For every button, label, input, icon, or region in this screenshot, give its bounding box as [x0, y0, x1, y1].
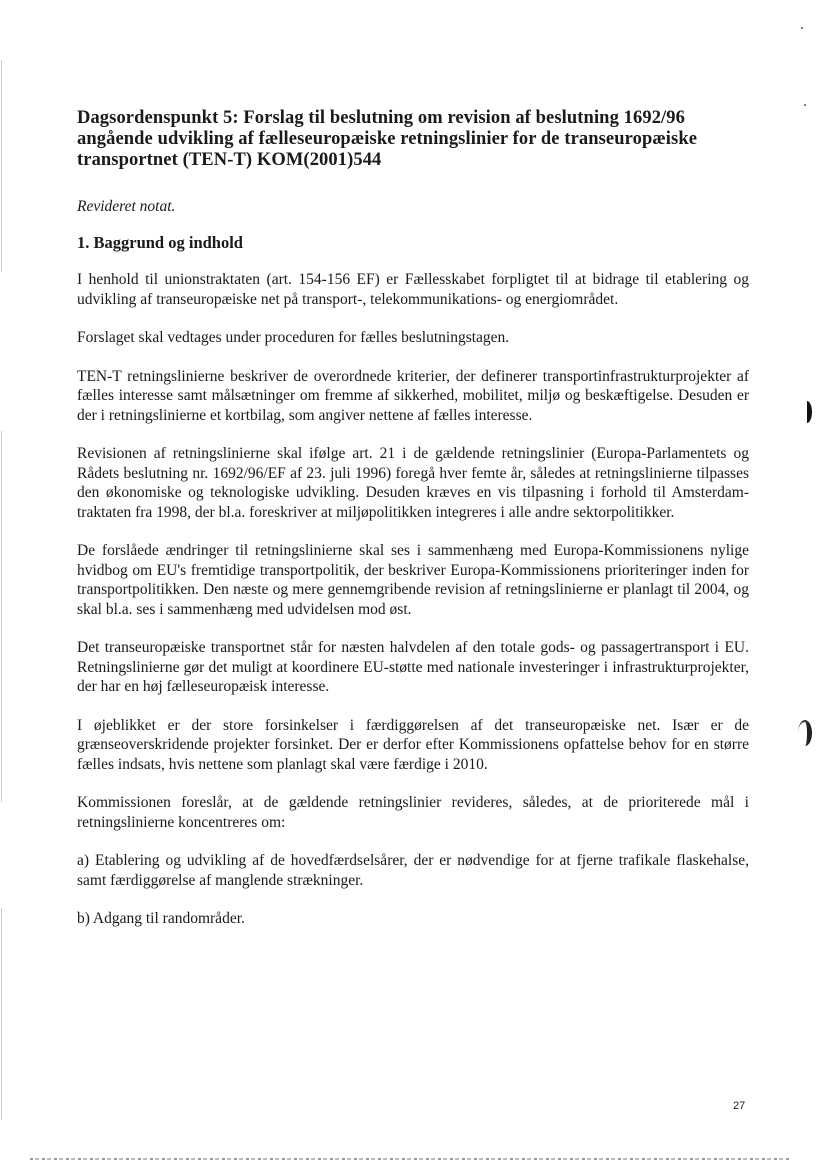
paragraph-revision: Revisionen af retningslinierne skal ifølge art. 21 i de gældende retningslinier (Europa-Parlamentets og Rådets beslutning nr. 1692/96/EF af 23. juli 1996) foregå hver femte år, således at retningslinierne tilpasses den økonomiske og teknologiske udvikling. Desuden kræves en vis tilpasning i forhold til Amsterdam-traktaten fra 1998, der bl.a. foreskriver at miljøpolitikken integreres i alle andre sektorpolitikker.	[77, 445, 749, 521]
section-heading: 1. Baggrund og indhold	[77, 233, 243, 252]
punch-hole-mark	[798, 720, 812, 746]
paragraph-transport-net: Det transeuropæiske transportnet står for næsten halvdelen af den totale gods- og passagertransport i EU. Retningslinierne gør det muligt at koordinere EU-støtte med nationale investeringer i infrastrukturprojekter, der har en høj fælleseuropæisk interesse.	[77, 639, 749, 695]
paragraph-proposed-changes: De forslåede ændringer til retningslinierne skal ses i sammenhæng med Europa-Kommissionens nylige hvidbog om EU's fremtidige transportpolitik, der beskriver Europa-Kommissionens prioriteringer inden for transportpolitikken. Den næste og mere gennemgribende revision af retningslinierne er planlagt til 2004, og skal bl.a. ses i sammenhæng med udvidelsen mod øst.	[77, 542, 749, 618]
paragraph-procedure: Forslaget skal vedtages under proceduren for fælles beslutningstagen.	[77, 329, 510, 346]
paragraph-ten-t-guidelines: TEN-T retningslinierne beskriver de overordnede kriterier, der definerer transportinfrastrukturprojekter af fælles interesse samt målsætninger om fremme af sikkerhed, mobilitet, miljø og beskæftigelse. Desuden er der i retningslinierne et kortbilag, som angiver nettene af fælles interesse.	[77, 367, 749, 424]
punch-hole-mark	[802, 401, 812, 423]
scan-margin-line	[1, 60, 2, 1120]
paragraph-treaty: I henhold til unionstraktaten (art. 154-156 EF) er Fællesskabet forpligtet til at bidrage til etablering og udvikling af transeuropæiske net på transport-, telekommunikations- og energiområdet.	[77, 271, 749, 308]
list-item-b: b) Adgang til randområder.	[77, 910, 245, 927]
scan-bottom-line	[30, 1158, 790, 1160]
paragraph-delays: I øjeblikket er der store forsinkelser i færdiggørelsen af det transeuropæiske net. Især er de grænseoverskridende projekter forsinket. Der er derfor efter Kommissionens opfattelse behov for en større fælles indsats, hvis nettene som planlagt skal være færdige i 2010.	[77, 716, 749, 773]
scan-speck	[801, 27, 803, 29]
paragraph-commission-proposal: Kommissionen foreslår, at de gældende retningslinier revideres, således, at de prioriterede mål i retningslinierne koncentreres om:	[77, 794, 749, 831]
list-item-a: a) Etablering og udvikling af de hovedfærdselsårer, der er nødvendige for at fjerne trafikale flaskehalse, samt færdiggørelse af manglende strækninger.	[77, 852, 749, 889]
page-number: 27	[733, 1100, 746, 1112]
document-body	[77, 108, 749, 948]
document-subtitle: Revideret notat.	[77, 198, 176, 215]
document-title: Dagsordenspunkt 5: Forslag til beslutning om revision af beslutning 1692/96 angående udvikling af fælleseuropæiske retningslinier for de transeuropæiske transportnet (TEN-T) KOM(2001)544	[77, 108, 698, 170]
scan-speck	[804, 104, 806, 106]
